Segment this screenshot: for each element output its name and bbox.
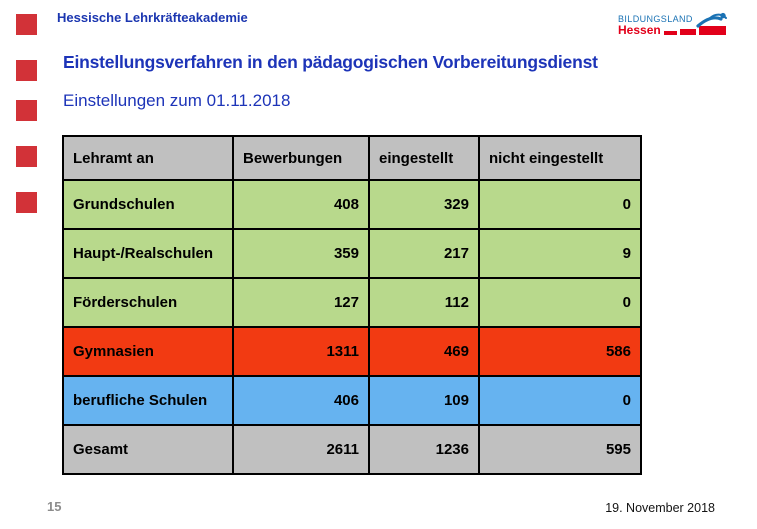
column-header-bewerbungen: Bewerbungen — [233, 136, 369, 180]
cell-label: Förderschulen — [63, 278, 233, 327]
red-square-decoration — [16, 192, 37, 213]
cell-bewerbungen: 1311 — [233, 327, 369, 376]
red-square-decoration — [16, 146, 37, 167]
red-square-decoration — [16, 60, 37, 81]
cell-nicht-eingestellt: 0 — [479, 278, 641, 327]
table-row — [63, 376, 641, 425]
column-header-lehramt: Lehramt an — [63, 136, 233, 180]
cell-nicht-eingestellt: 9 — [479, 229, 641, 278]
table-row — [63, 425, 641, 474]
cell-nicht-eingestellt: 0 — [479, 376, 641, 425]
cell-nicht-eingestellt: 0 — [479, 180, 641, 229]
logo-hessen-text: Hessen — [618, 23, 661, 37]
cell-eingestellt: 217 — [369, 229, 479, 278]
page-number: 15 — [47, 499, 62, 514]
red-square-decoration — [16, 100, 37, 121]
data-table — [62, 135, 642, 475]
logo-bildungsland-text: BILDUNGSLAND — [618, 14, 693, 24]
cell-eingestellt: 112 — [369, 278, 479, 327]
table-row — [63, 229, 641, 278]
cell-label: Gesamt — [63, 425, 233, 474]
hessen-logo — [610, 11, 745, 39]
cell-label: Grundschulen — [63, 180, 233, 229]
logo-steps-icon — [664, 26, 726, 35]
cell-bewerbungen: 127 — [233, 278, 369, 327]
footer-date: 19. November 2018 — [605, 501, 715, 515]
table-row — [63, 180, 641, 229]
cell-bewerbungen: 359 — [233, 229, 369, 278]
cell-label: Gymnasien — [63, 327, 233, 376]
table-row — [63, 278, 641, 327]
table-header-row — [63, 136, 641, 180]
org-name: Hessische Lehrkräfteakademie — [57, 10, 248, 25]
cell-bewerbungen: 2611 — [233, 425, 369, 474]
table-row — [63, 327, 641, 376]
cell-eingestellt: 329 — [369, 180, 479, 229]
cell-bewerbungen: 408 — [233, 180, 369, 229]
leaping-figure-icon — [698, 13, 726, 26]
cell-nicht-eingestellt: 595 — [479, 425, 641, 474]
cell-nicht-eingestellt: 586 — [479, 327, 641, 376]
cell-eingestellt: 1236 — [369, 425, 479, 474]
column-header-eingestellt: eingestellt — [369, 136, 479, 180]
column-header-nicht-eingestellt: nicht eingestellt — [479, 136, 641, 180]
cell-label: berufliche Schulen — [63, 376, 233, 425]
page-title: Einstellungsverfahren in den pädagogischen Vorbereitungsdienst — [63, 52, 598, 72]
page-subtitle: Einstellungen zum 01.11.2018 — [63, 91, 291, 110]
cell-eingestellt: 109 — [369, 376, 479, 425]
cell-eingestellt: 469 — [369, 327, 479, 376]
cell-label: Haupt-/Realschulen — [63, 229, 233, 278]
cell-bewerbungen: 406 — [233, 376, 369, 425]
red-square-decoration — [16, 14, 37, 35]
